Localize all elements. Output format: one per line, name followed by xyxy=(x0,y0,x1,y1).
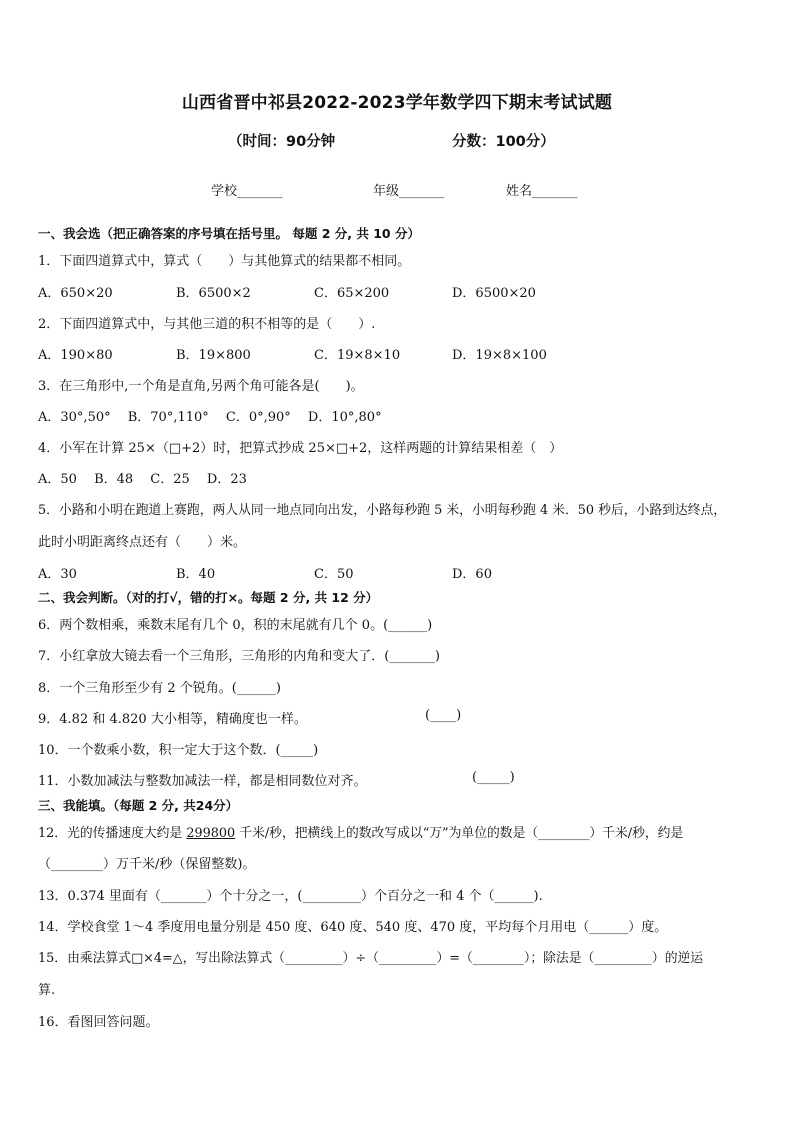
question-16: 16．看图回答问题。 xyxy=(38,1015,159,1030)
q12-underlined-number: 299800 xyxy=(186,826,236,841)
page-title: 山西省晋中祁县2022-2023学年数学四下期末考试试题 xyxy=(181,93,613,113)
question-15-line-1: 15．由乘法算式□×4=△，写出除法算式（_________）÷（_________）=（________）；除法是（_________）的逆运 xyxy=(38,951,704,966)
question-12-line-1 xyxy=(38,822,683,841)
question-1: 1．下面四道算式中，算式（ ）与其他算式的结果都不相同。 xyxy=(38,254,411,269)
exam-score: 分数：100分） xyxy=(452,134,555,150)
question-3: 3．在三角形中,一个角是直角,另两个角可能各是( )。 xyxy=(38,379,364,394)
question-12-line-2: （________）万千米/秒（保留整数)。 xyxy=(38,857,256,872)
question-15-line-2: 算. xyxy=(38,983,56,998)
q2-option-a: A．190×80 xyxy=(38,348,113,363)
question-10: 10．一个数乘小数，积一定大于这个数．(_____) xyxy=(38,743,319,758)
q2-option-d: D．19×8×100 xyxy=(452,348,547,363)
question-4: 4．小军在计算 25×（□+2）时，把算式抄成 25×□+2，这样两题的计算结果相差（ ） xyxy=(38,441,563,456)
q3-options: A．30°,50° B．70°,110° C．0°,90° D．10°,80° xyxy=(38,410,382,425)
school-field: 学校_______ xyxy=(211,184,283,199)
question-8: 8．一个三角形至少有 2 个锐角。(______) xyxy=(38,681,281,696)
q5-option-a: A．30 xyxy=(38,567,77,582)
q12-suffix: 千米/秒，把横线上的数改写成以“万”为单位的数是（________）千米/秒，约是 xyxy=(235,826,684,841)
q5-option-c: C．50 xyxy=(314,567,354,582)
section-1-heading: 一、我会选（把正确答案的序号填在括号里。 每题 2 分, 共 10 分） xyxy=(38,226,420,241)
grade-field: 年级_______ xyxy=(373,184,445,199)
q5-option-b: B．40 xyxy=(176,567,216,582)
q12-prefix: 12．光的传播速度大约是 xyxy=(38,826,187,841)
q2-option-b: B．19×800 xyxy=(176,348,251,363)
exam-time: （时间：90分钟 xyxy=(228,134,336,150)
question-6: 6．两个数相乘，乘数末尾有几个 0，积的末尾就有几个 0。(______) xyxy=(38,618,433,633)
section-2-heading: 二、我会判断。（对的打√，错的打×。每题 2 分, 共 12 分） xyxy=(38,590,379,605)
q1-option-b: B．6500×2 xyxy=(176,286,251,301)
q11-answer-blank: (_____) xyxy=(472,770,515,785)
q2-option-c: C．19×8×10 xyxy=(314,348,401,363)
section-3-heading: 三、我能填。（每题 2 分, 共24分） xyxy=(38,798,239,813)
question-2: 2．下面四道算式中，与其他三道的积不相等的是（ ）. xyxy=(38,317,376,332)
q5-option-d: D．60 xyxy=(452,567,492,582)
q9-answer-blank: (____) xyxy=(425,708,462,723)
question-7: 7．小红拿放大镜去看一个三角形，三角形的内角和变大了．(_______) xyxy=(38,649,440,664)
question-11: 11．小数加减法与整数加减法一样，都是相同数位对齐。 xyxy=(38,774,367,789)
q1-option-a: A．650×20 xyxy=(38,286,113,301)
question-13: 13．0.374 里面有（_______）个十分之一，(_________）个百分之一和 4 个（______). xyxy=(38,889,543,904)
question-9: 9．4.82 和 4.820 大小相等，精确度也一样。 xyxy=(38,712,307,727)
question-5-line-1: 5．小路和小明在跑道上赛跑，两人从同一地点同向出发，小路每秒跑 5 米，小明每秒跑 4 米．50 秒后，小路到达终点， xyxy=(38,503,727,518)
q1-option-d: D．6500×20 xyxy=(452,286,536,301)
q1-option-c: C．65×200 xyxy=(314,286,390,301)
question-5-line-2: 此时小明距离终点还有（ ）米。 xyxy=(38,535,247,550)
q4-options: A．50 B．48 C．25 D．23 xyxy=(38,472,247,487)
name-field: 姓名_______ xyxy=(506,184,578,199)
question-14: 14．学校食堂 1～4 季度用电量分别是 450 度、640 度、540 度、470 度，平均每个月用电（______）度。 xyxy=(38,920,668,935)
